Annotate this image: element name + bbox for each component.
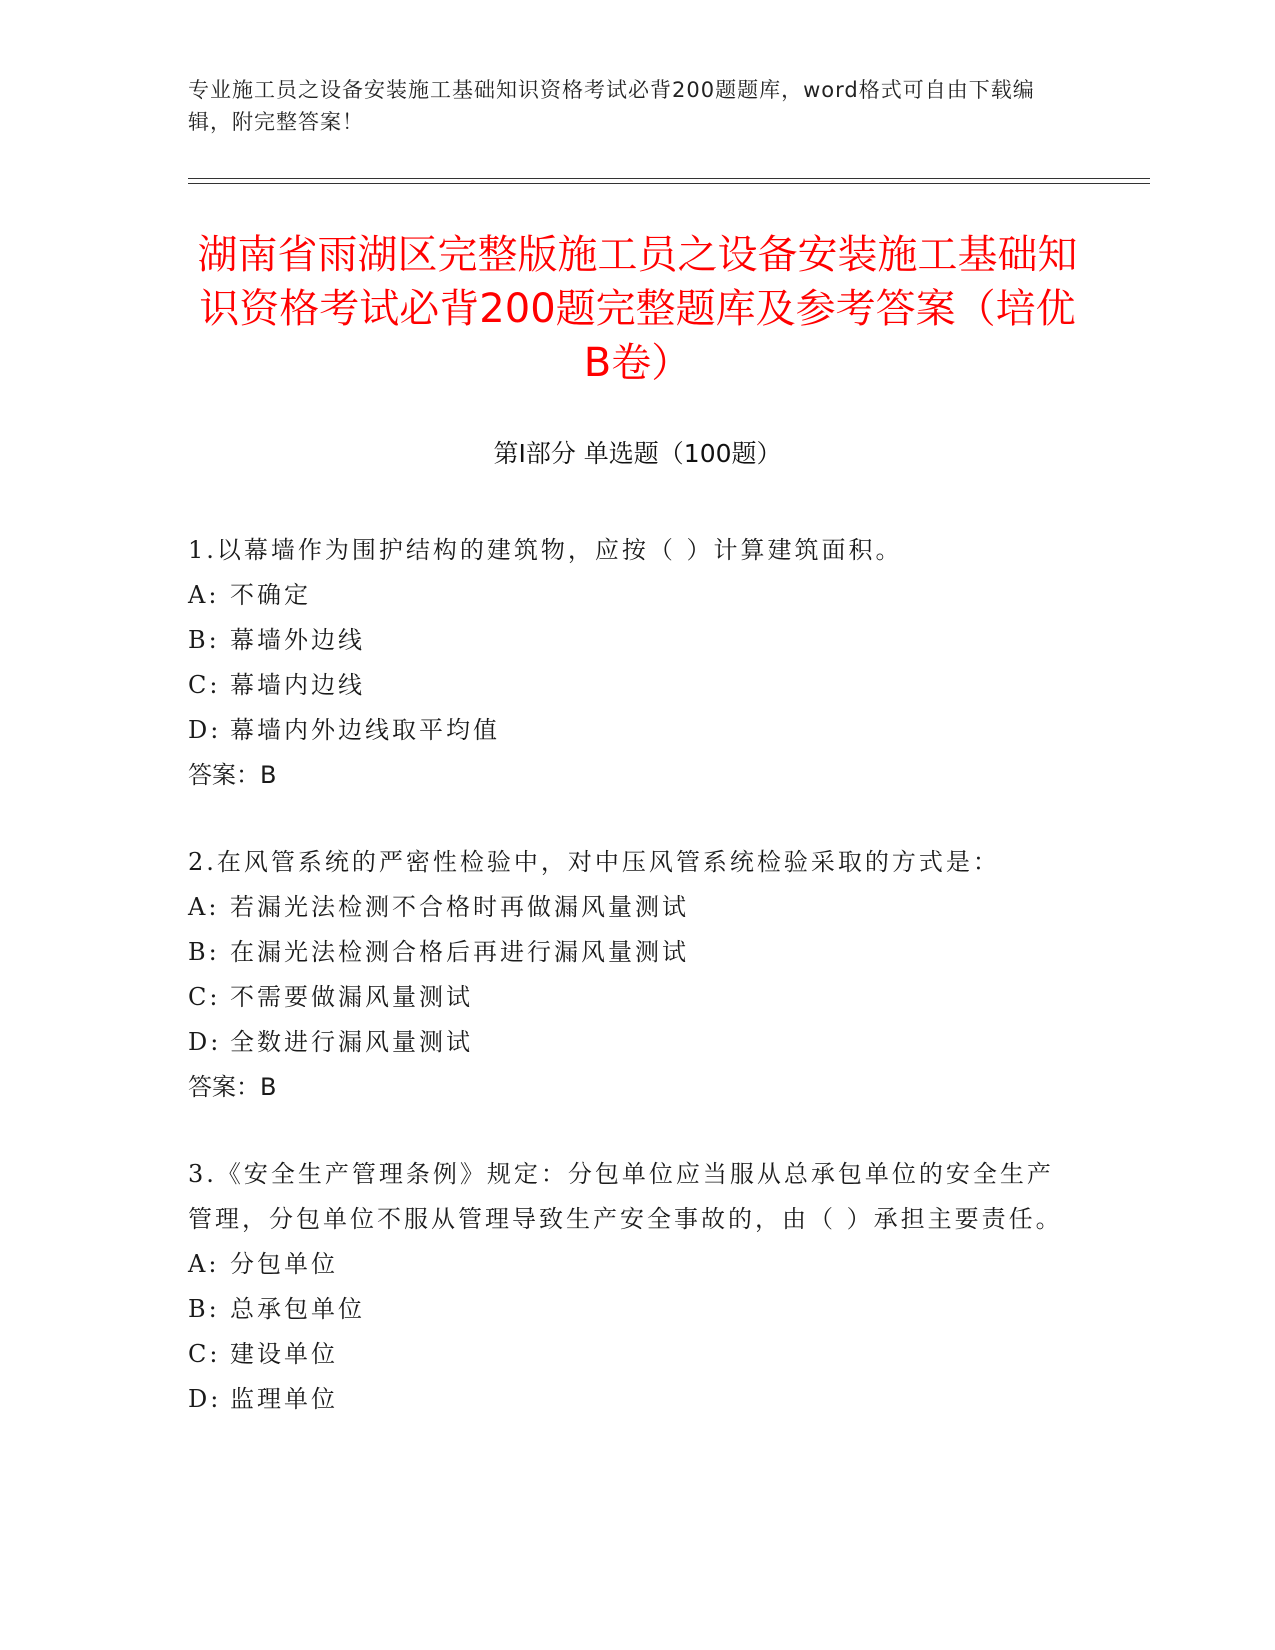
option-key: A:	[188, 581, 220, 609]
question-2	[188, 840, 1068, 1110]
question-list	[188, 528, 1068, 1464]
question-stem: 1.以幕墙作为围护结构的建筑物，应按（ ）计算建筑面积。	[188, 536, 903, 564]
option-key: B:	[188, 938, 220, 966]
option-key: A:	[188, 1250, 220, 1278]
option-b	[188, 1287, 1068, 1332]
option-key: B:	[188, 626, 220, 654]
question-stem: 2.在风管系统的严密性检验中，对中压风管系统检验采取的方式是：	[188, 848, 1000, 876]
option-key: B:	[188, 1295, 220, 1323]
option-text: 幕墙内外边线取平均值	[230, 716, 500, 744]
option-b	[188, 618, 1068, 663]
header-rule-bottom	[188, 183, 1150, 184]
option-b	[188, 930, 1068, 975]
option-key: C:	[188, 1340, 221, 1368]
option-c	[188, 1332, 1068, 1377]
option-text: 全数进行漏风量测试	[230, 1028, 473, 1056]
option-text: 不需要做漏风量测试	[230, 983, 473, 1011]
option-key: C:	[188, 671, 221, 699]
question-stem: 3.《安全生产管理条例》规定：分包单位应当服从总承包单位的安全生产管理，分包单位不服从管理导致生产安全事故的，由（ ）承担主要责任。	[188, 1160, 1063, 1233]
option-text: 幕墙内边线	[230, 671, 365, 699]
option-text: 总承包单位	[230, 1295, 365, 1323]
answer: 答案：B	[188, 1073, 277, 1101]
option-text: 监理单位	[230, 1385, 338, 1413]
option-d	[188, 708, 1068, 753]
option-text: 幕墙外边线	[230, 626, 365, 654]
option-a	[188, 573, 1068, 618]
option-c	[188, 663, 1068, 708]
answer: 答案：B	[188, 761, 277, 789]
option-text: 不确定	[230, 581, 311, 609]
option-key: D:	[188, 1385, 222, 1413]
section-title: 第Ⅰ部分 单选题（100题）	[493, 439, 782, 468]
option-text: 在漏光法检测合格后再进行漏风量测试	[230, 938, 689, 966]
option-a	[188, 885, 1068, 930]
question-1	[188, 528, 1068, 798]
option-d	[188, 1377, 1068, 1422]
option-key: D:	[188, 1028, 222, 1056]
option-d	[188, 1020, 1068, 1065]
option-key: A:	[188, 893, 220, 921]
question-3	[188, 1152, 1068, 1422]
option-c	[188, 975, 1068, 1020]
option-a	[188, 1242, 1068, 1287]
option-text: 建设单位	[230, 1340, 338, 1368]
option-key: D:	[188, 716, 222, 744]
header-rule-top	[188, 178, 1150, 179]
option-text: 若漏光法检测不合格时再做漏风量测试	[230, 893, 689, 921]
document-title: 湖南省雨湖区完整版施工员之设备安装施工基础知识资格考试必背200题完整题库及参考答案（培优B卷）	[197, 232, 1078, 386]
option-key: C:	[188, 983, 221, 1011]
header-note: 专业施工员之设备安装施工基础知识资格考试必背200题题库，word格式可自由下载编辑，附完整答案！	[188, 78, 1035, 134]
option-text: 分包单位	[230, 1250, 338, 1278]
